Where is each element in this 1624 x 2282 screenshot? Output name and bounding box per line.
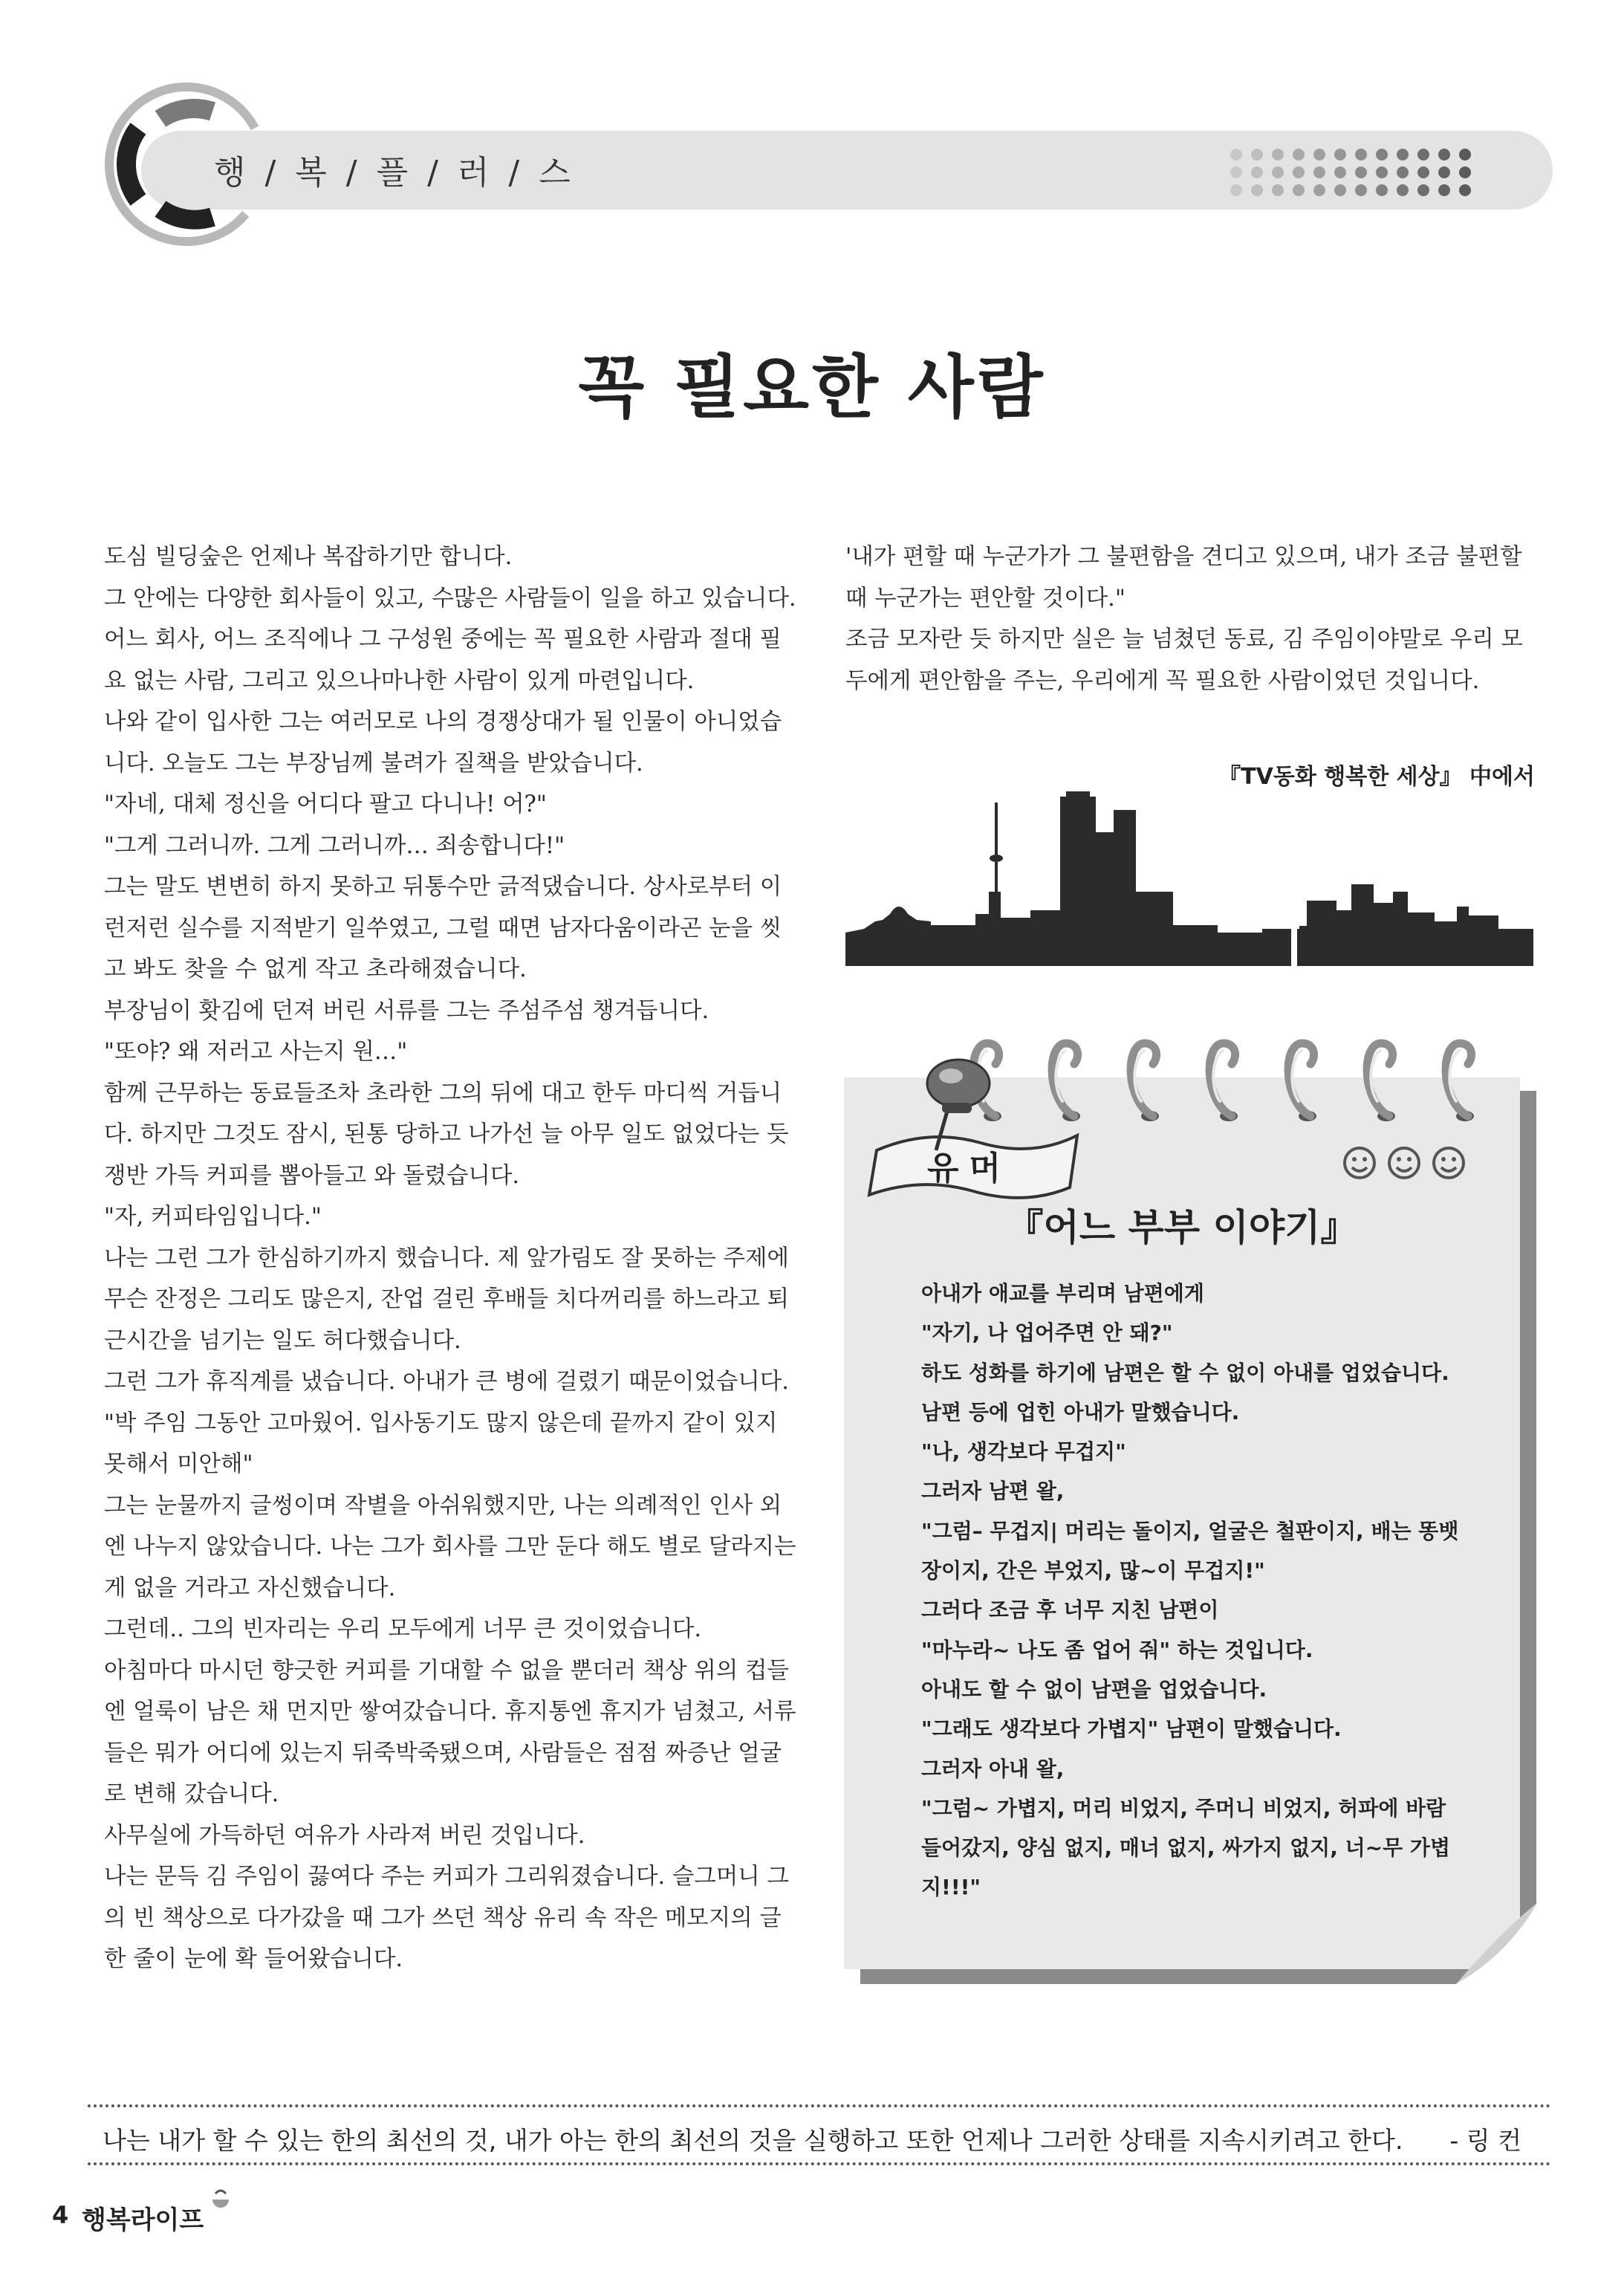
- city-skyline-icon: [845, 780, 1533, 966]
- decorative-dots-icon: [1226, 146, 1478, 199]
- humor-line: "그래도 생각보다 가볍지" 남편이 말했습니다.: [921, 1717, 1342, 1742]
- paragraph: "박 주임 그동안 고마웠어. 입사동기도 많지 않은데 끝까지 같이 있지 못해서 미안해": [104, 1410, 778, 1477]
- decorative-dot: [1397, 184, 1409, 196]
- binder-ring: [1446, 1043, 1474, 1121]
- decorative-dot: [1251, 166, 1263, 178]
- decorative-dot: [1293, 166, 1305, 178]
- decorative-dot: [1459, 149, 1471, 161]
- footer-divider-bottom: [88, 2162, 1551, 2165]
- humor-line: "나, 생각보다 무겁지": [921, 1439, 1126, 1465]
- humor-line: "그럼~ 가볍지, 머리 비었지, 주머니 비었지, 허파에 바람 들어갔지, 양심 없지, 매너 없지, 싸가지 없지, 너~무 가볍지!!!": [921, 1795, 1451, 1900]
- decorative-dot: [1334, 149, 1346, 161]
- decorative-dot: [1313, 184, 1325, 196]
- decorative-dot: [1417, 166, 1429, 178]
- decorative-dot: [1355, 149, 1367, 161]
- decorative-dot: [1376, 149, 1388, 161]
- decorative-dot: [1417, 184, 1429, 196]
- decorative-dot: [1272, 166, 1284, 178]
- decorative-dot: [1459, 184, 1471, 196]
- decorative-dot: [1438, 166, 1450, 178]
- decorative-dot: [1313, 166, 1325, 178]
- page-number: 4: [52, 2201, 69, 2229]
- binder-ring: [1367, 1043, 1395, 1121]
- humor-line: 그러자 남편 왈,: [921, 1479, 1065, 1504]
- decorative-dot: [1334, 184, 1346, 196]
- binder-ring: [1209, 1043, 1238, 1121]
- paragraph: "자, 커피타임입니다.": [104, 1204, 322, 1230]
- decorative-dot: [1355, 184, 1367, 196]
- binder-ring: [1131, 1043, 1159, 1121]
- paragraph: "또야? 왜 저러고 사는지 원…": [104, 1039, 408, 1065]
- quote-text: 나는 내가 할 수 있는 한의 최선의 것, 내가 아는 한의 최선의 것을 실행하고 또한 언제나 그러한 상태를 지속시키려고 한다.: [103, 2126, 1403, 2155]
- humor-line: 아내도 할 수 없이 남편을 업었습니다.: [921, 1676, 1267, 1702]
- paragraph: 아침마다 마시던 향긋한 커피를 기대할 수 없을 뿐더러 책상 위의 컵들엔 얼룩이 남은 채 먼지만 쌓여갔습니다. 휴지통엔 휴지가 넘쳤고, 서류들은 뭐가 어디에 있는지 뒤죽박죽됐으며, 사람들은 점점 짜증난 얼굴로 변해 갔습니다.: [104, 1657, 796, 1807]
- magazine-name: 행복라이프: [82, 2205, 204, 2235]
- paragraph: 도심 빌딩숲은 언제나 복잡하기만 합니다.: [104, 544, 513, 570]
- decorative-dot: [1397, 166, 1409, 178]
- humor-title: 『어느 부부 이야기』: [1006, 1206, 1358, 1249]
- section-label: 행 / 복 / 플 / 러 / 스: [214, 154, 575, 192]
- page-curl-icon: [1456, 1902, 1538, 1984]
- article-left-column: [104, 537, 802, 1980]
- decorative-dot: [1397, 149, 1409, 161]
- humor-tag: 유머: [927, 1150, 1012, 1187]
- paragraph: "자네, 대체 정신을 어디다 팔고 다니나! 어?": [104, 791, 547, 817]
- decorative-dot: [1334, 166, 1346, 178]
- decorative-dot: [1230, 184, 1242, 196]
- paragraph: 그런 그가 휴직계를 냈습니다. 아내가 큰 병에 걸렸기 때문이었습니다.: [104, 1369, 789, 1395]
- paragraph: 함께 근무하는 동료들조차 초라한 그의 뒤에 대고 한두 마디씩 거듭니다. 하지만 그것도 잠시, 된통 당하고 나가선 늘 아무 일도 없었다는 듯 쟁반 가득 커피를 뽑아들고 와 돌렸습니다.: [104, 1080, 789, 1189]
- humor-line: "자기, 나 업어주면 안 돼?": [921, 1320, 1173, 1346]
- humor-line: 그러다 조금 후 너무 지친 남편이: [921, 1598, 1219, 1623]
- paragraph: '내가 편할 때 누군가가 그 불편함을 견디고 있으며, 내가 조금 불편할 때 누군가는 편안할 것이다.": [845, 544, 1522, 612]
- humor-body: [921, 1274, 1471, 1907]
- decorative-dot: [1293, 184, 1305, 196]
- humor-line: 하도 성화를 하기에 남편은 할 수 없이 아내를 업었습니다. 남편 등에 업힌 아내가 말했습니다.: [921, 1360, 1449, 1424]
- footer-divider-top: [88, 2104, 1551, 2107]
- decorative-dot: [1272, 149, 1284, 161]
- paragraph: 조금 모자란 듯 하지만 실은 늘 넘쳤던 동료, 김 주임이야말로 우리 모두에게 편안함을 주는, 우리에게 꼭 필요한 사람이었던 것입니다.: [845, 626, 1523, 694]
- paragraph: "그게 그러니까. 그게 그러니까… 죄송합니다!": [104, 832, 565, 859]
- decorative-dot: [1438, 149, 1450, 161]
- push-pin-banner-icon: [862, 1039, 1085, 1217]
- paragraph: 사무실에 가득하던 여유가 사라져 버린 것입니다.: [104, 1822, 585, 1849]
- binder-ring: [1288, 1043, 1316, 1121]
- decorative-dot: [1376, 184, 1388, 196]
- decorative-dot: [1230, 166, 1242, 178]
- quote-author: - 링 컨: [1449, 2126, 1521, 2155]
- decorative-dot: [1272, 184, 1284, 196]
- decorative-dot: [1230, 149, 1242, 161]
- decorative-dot: [1251, 149, 1263, 161]
- decorative-dot: [1438, 184, 1450, 196]
- decorative-dot: [1251, 184, 1263, 196]
- paragraph: 그 안에는 다양한 회사들이 있고, 수많은 사람들이 일을 하고 있습니다. 어느 회사, 어느 조직에나 그 구성원 중에는 꼭 필요한 사람과 절대 필요 없는 사람, 그리고 있으나마나한 사람이 있게 마련입니다.: [104, 585, 796, 694]
- paragraph: 그런데.. 그의 빈자리는 우리 모두에게 너무 큰 것이었습니다.: [104, 1616, 702, 1642]
- paragraph: 나는 문득 김 주임이 끓여다 주는 커피가 그리워졌습니다. 슬그머니 그의 빈 책상으로 다가갔을 때 그가 쓰던 책상 유리 속 작은 메모지의 글 한 줄이 눈에 확 들어왔습니다.: [104, 1864, 789, 1972]
- logo-mark-icon: [210, 2186, 232, 2208]
- article-right-column: [845, 537, 1542, 701]
- paragraph: 나는 그런 그가 한심하기까지 했습니다. 제 앞가림도 잘 못하는 주제에 무슨 잔정은 그리도 많은지, 잔업 걸린 후배들 치다꺼리를 하느라고 퇴근시간을 넘기는 일도 허다했습니다.: [104, 1245, 789, 1354]
- humor-line: 아내가 애교를 부리며 남편에게: [921, 1281, 1204, 1306]
- paragraph: 나와 같이 입사한 그는 여러모로 나의 경쟁상대가 될 인물이 아니었습니다. 오늘도 그는 부장님께 불려가 질책을 받았습니다.: [104, 709, 782, 777]
- humor-line: "그럼– 무겁지| 머리는 돌이지, 얼굴은 철판이지, 배는 똥뱃장이지, 간은 부었지, 많~이 무겁지!": [921, 1518, 1459, 1584]
- paragraph: 부장님이 홧김에 던져 버린 서류를 그는 주섬주섬 챙겨듭니다.: [104, 997, 709, 1024]
- article-source: 『TV동화 행복한 세상』 中에서: [1218, 764, 1535, 790]
- paragraph: 그는 말도 변변히 하지 못하고 뒤통수만 긁적댔습니다. 상사로부터 이런저런 실수를 지적받기 일쑤였고, 그럴 때면 남자다움이라곤 눈을 씻고 봐도 찾을 수 없게 작고 초라해졌습니다.: [104, 874, 782, 982]
- paragraph: 그는 눈물까지 글썽이며 작별을 아쉬워했지만, 나는 의례적인 인사 외엔 나누지 않았습니다. 나는 그가 회사를 그만 둔다 해도 별로 달라지는 게 없을 거라고 자신했습니다.: [104, 1492, 796, 1601]
- decorative-dot: [1417, 149, 1429, 161]
- decorative-dot: [1313, 149, 1325, 161]
- humor-line: "마누라~ 나도 좀 업어 줘" 하는 것입니다.: [921, 1637, 1313, 1662]
- humor-line: 그러자 아내 왈,: [921, 1756, 1065, 1781]
- smiley-faces-icon: [1337, 1141, 1471, 1185]
- decorative-dot: [1293, 149, 1305, 161]
- decorative-dot: [1376, 166, 1388, 178]
- decorative-dot: [1355, 166, 1367, 178]
- article-title: 꼭 필요한 사람: [578, 348, 1046, 427]
- decorative-dot: [1459, 166, 1471, 178]
